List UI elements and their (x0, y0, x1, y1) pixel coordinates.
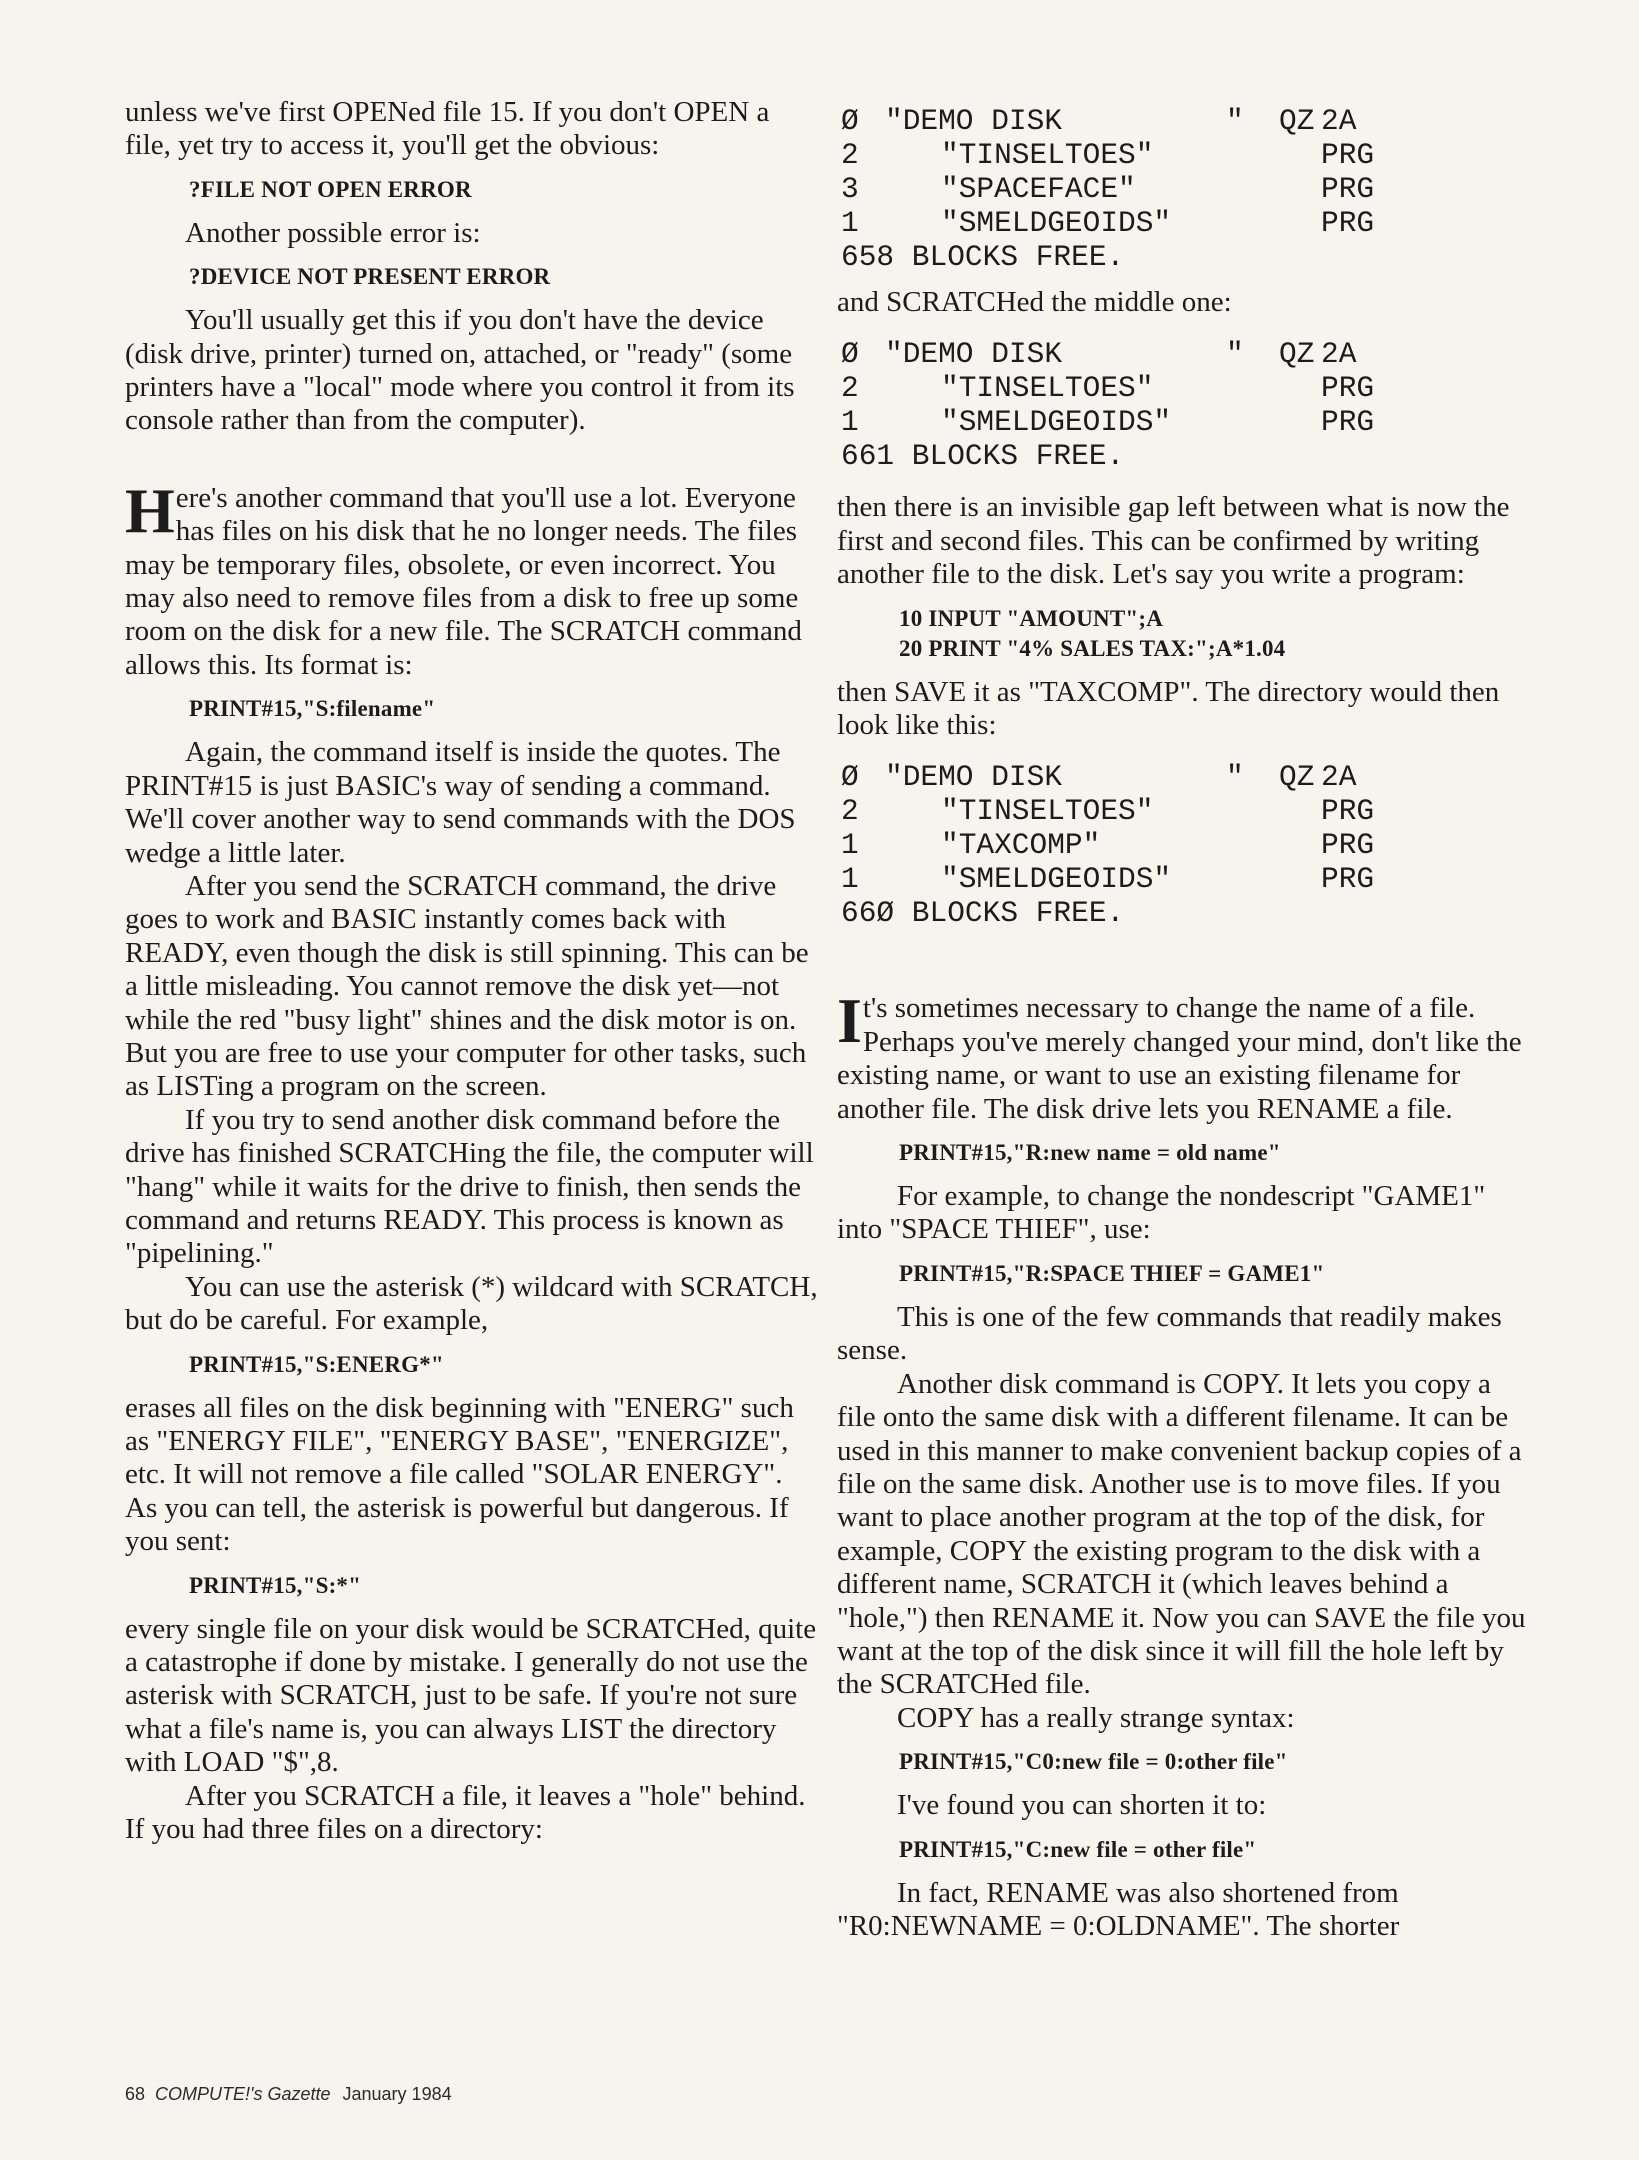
paragraph: and SCRATCHed the middle one: (837, 286, 1232, 318)
directory-row (841, 206, 1527, 240)
command-example: PRINT#15,"C:new file = other file" (899, 1836, 1257, 1862)
dir-file-name: "SMELDGEOIDS" (941, 862, 1172, 897)
paragraph: Another disk command is COPY. It lets you copy a file onto the same disk with a different filename. It can be used in this manner to make convenient backup copies of a file on the same disk. Another use is to move files. If you want to place another program at the top of the disk, for example, COPY the existing program to the disk with a different name, SCRATCH it (which leaves behind a "hole,") then RENAME it. Now you can SAVE the file you want at the top of the disk since it will fill the hole left by the SCRATCHed file. (837, 1367, 1526, 1701)
blocks-free (841, 439, 1527, 473)
blocks-free-text: 661 BLOCKS FREE. (841, 439, 1125, 474)
blocks-free-text: 66Ø BLOCKS FREE. (841, 896, 1125, 931)
dir-quote: " (1226, 337, 1244, 372)
directory-row (841, 138, 1527, 172)
dir-blocks: 3 (841, 172, 859, 206)
directory-listing (841, 337, 1527, 473)
dir-disk-name: "DEMO DISK (885, 104, 1063, 138)
command-example: PRINT#15,"S:ENERG*" (189, 1351, 444, 1377)
blocks-free-text: 658 BLOCKS FREE. (841, 240, 1125, 274)
command-example: PRINT#15,"S:*" (189, 1572, 362, 1598)
dir-disk-name: "DEMO DISK (885, 760, 1063, 795)
dir-file-type: PRG (1321, 138, 1375, 172)
paragraph: erases all files on the disk beginning with "ENERG" such as "ENERGY FILE", "ENERGY BASE", "ENERGIZE", etc. It will not remove a file called "SOLAR ENERGY". As you can tell, the asterisk is powerful but dangerous. If you sent: (125, 1391, 794, 1558)
paragraph: You'll usually get this if you don't have the device (disk drive, printer) turned on, attached, or "ready" (some printers have a "local" mode where you control it from its console rather than from the computer). (125, 304, 795, 437)
directory-row (841, 405, 1527, 439)
paragraph: I've found you can shorten it to: (897, 1789, 1267, 1822)
dir-blocks: Ø (841, 760, 859, 795)
magazine-title: COMPUTE!'s Gazette (155, 2084, 331, 2104)
page-number: 68 (125, 2084, 146, 2104)
drop-cap: I (837, 985, 861, 1057)
command-example: PRINT#15,"C0:new file = 0:other file" (899, 1749, 1288, 1775)
paragraph: then there is an invisible gap left between what is now the first and second files. This can be confirmed by writing another file to the disk. Let's say you write a program: (837, 491, 1510, 591)
directory-row (841, 172, 1527, 206)
blocks-free (841, 896, 1527, 930)
dir-dos-type: 2A (1321, 104, 1357, 138)
page-footer (125, 2084, 452, 2105)
error-message: ?DEVICE NOT PRESENT ERROR (189, 264, 551, 290)
dir-dos-type: 2A (1321, 337, 1357, 372)
dir-blocks: 1 (841, 862, 859, 897)
dir-file-name: "TINSELTOES" (941, 371, 1154, 406)
drop-cap: H (125, 474, 174, 546)
directory-listing (841, 760, 1527, 930)
dir-blocks: 1 (841, 828, 859, 863)
paragraph: then SAVE it as "TAXCOMP". The directory would then look like this: (837, 675, 1500, 742)
section-gap (125, 438, 820, 482)
paragraph: After you SCRATCH a file, it leaves a "hole" behind. If you had three files on a directory: (125, 1779, 806, 1846)
dir-file-type: PRG (1321, 862, 1375, 897)
paragraph-text: ere's another command that you'll use a lot. Everyone has files on his disk that he no longer needs. The files may be temporary files, obsolete, or even incorrect. You may also need to remove files from a disk to free up some room on the disk for a new file. The SCRATCH command allows this. Its format is: (125, 481, 802, 681)
dir-blocks: Ø (841, 104, 859, 138)
dir-file-name: "SMELDGEOIDS" (941, 206, 1172, 240)
paragraph: COPY has a really strange syntax: (897, 1701, 1295, 1734)
directory-listing (841, 104, 1527, 274)
directory-row (841, 828, 1527, 862)
paragraph: For example, to change the nondescript "GAME1" into "SPACE THIEF", use: (837, 1180, 1486, 1246)
program-line: 10 INPUT "AMOUNT";A (899, 605, 1164, 631)
dir-file-type: PRG (1321, 828, 1375, 863)
dir-file-type: PRG (1321, 206, 1375, 240)
directory-row (841, 862, 1527, 896)
error-message: ?FILE NOT OPEN ERROR (189, 176, 472, 202)
directory-header-row (841, 760, 1527, 794)
issue-date: January 1984 (342, 2084, 452, 2104)
directory-row (841, 371, 1527, 405)
right-column (837, 96, 1527, 1943)
dir-file-type: PRG (1321, 371, 1375, 406)
paragraph-text: t's sometimes necessary to change the name of a file. Perhaps you've merely changed your mind, don't like the existing name, or want to use an existing filename for another file. The disk drive lets you RENAME a file. (837, 992, 1522, 1125)
dir-file-name: "SPACEFACE" (941, 172, 1136, 206)
dir-file-name: "TAXCOMP" (941, 828, 1101, 863)
dir-disk-id: QZ (1279, 760, 1315, 795)
dir-blocks: 1 (841, 405, 859, 440)
dir-file-name: "TINSELTOES" (941, 794, 1154, 829)
directory-header-row (841, 104, 1527, 138)
dir-file-name: "TINSELTOES" (941, 138, 1154, 172)
directory-header-row (841, 337, 1527, 371)
dir-quote: " (1226, 104, 1244, 138)
paragraph: After you send the SCRATCH command, the drive goes to work and BASIC instantly comes back with READY, even though the disk is still spinning. This can be a little misleading. You cannot remove the disk yet—not while the red "busy light" shines and the disk motor is on. But you are free to use your computer for other tasks, such as LISTing a program on the screen. (125, 869, 809, 1103)
dir-file-type: PRG (1321, 172, 1375, 206)
dir-disk-name: "DEMO DISK (885, 337, 1063, 372)
dir-blocks: 1 (841, 206, 859, 240)
left-column (125, 96, 820, 1846)
paragraph: This is one of the few commands that readily makes sense. (837, 1300, 1502, 1367)
directory-row (841, 794, 1527, 828)
dir-file-type: PRG (1321, 794, 1375, 829)
program-line: 20 PRINT "4% SALES TAX:";A*1.04 (899, 635, 1286, 661)
paragraph: You can use the asterisk (*) wildcard with SCRATCH, but do be careful. For example, (125, 1270, 818, 1337)
blocks-free (841, 240, 1527, 274)
section-paragraph (837, 985, 1527, 1126)
command-example: PRINT#15,"S:filename" (189, 696, 436, 722)
dir-disk-id: QZ (1279, 337, 1315, 372)
paragraph: Another possible error is: (185, 216, 481, 249)
dir-disk-id: QZ (1279, 104, 1315, 138)
dir-dos-type: 2A (1321, 760, 1357, 795)
dir-file-name: "SMELDGEOIDS" (941, 405, 1172, 440)
paragraph: unless we've first OPENed file 15. If you don't OPEN a file, yet try to access it, you'll get the obvious: (125, 96, 770, 162)
paragraph: If you try to send another disk command before the drive has finished SCRATCHing the file, the computer will "hang" while it waits for the drive to finish, then sends the command and returns READY. This process is known as "pipelining." (125, 1103, 814, 1270)
paragraph: every single file on your disk would be SCRATCHed, quite a catastrophe if done by mistake. I generally do not use the asterisk with SCRATCH, just to be safe. If you're not sure what a file's name is, you can always LIST the directory with LOAD "$",8. (125, 1612, 817, 1779)
command-example: PRINT#15,"R:SPACE THIEF = GAME1" (899, 1260, 1325, 1286)
dir-blocks: Ø (841, 337, 859, 372)
dir-quote: " (1226, 760, 1244, 795)
dir-blocks: 2 (841, 138, 859, 172)
dir-blocks: 2 (841, 794, 859, 829)
dir-blocks: 2 (841, 371, 859, 406)
paragraph: Again, the command itself is inside the quotes. The PRINT#15 is just BASIC's way of sending a command. We'll cover another way to send commands with the DOS wedge a little later. (125, 736, 796, 869)
dir-file-type: PRG (1321, 405, 1375, 440)
section-paragraph (125, 474, 820, 682)
command-example: PRINT#15,"R:new name = old name" (899, 1140, 1281, 1166)
paragraph: In fact, RENAME was also shortened from "R0:NEWNAME = 0:OLDNAME". The shorter (837, 1876, 1400, 1942)
